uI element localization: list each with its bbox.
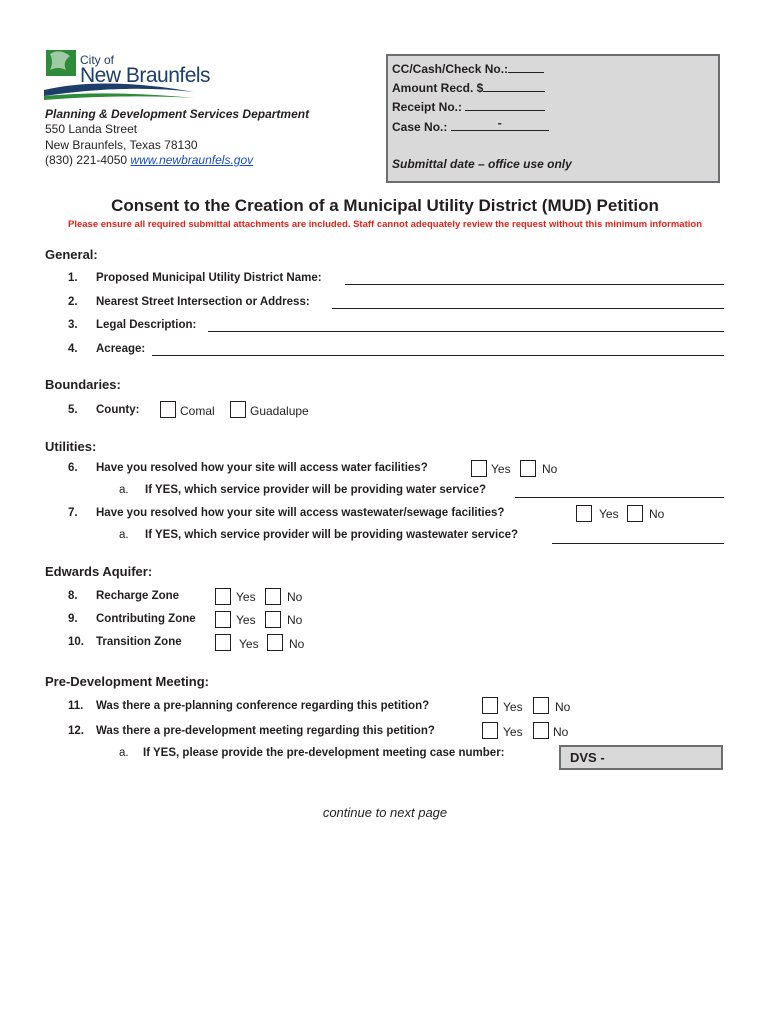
contact-line bbox=[45, 153, 253, 167]
aquifer-heading: Edwards Aquifer: bbox=[45, 564, 153, 579]
wastewater-provider-field[interactable] bbox=[552, 543, 724, 544]
contributing-no-label: No bbox=[287, 613, 303, 627]
requirements-notice: Please ensure all required submittal attachments are included. Staff cannot adequately review the request without this minimum information bbox=[68, 219, 702, 230]
item-2-number: 2. bbox=[68, 296, 78, 308]
wastewater-provider-label: If YES, which service provider will be providing wastewater service? bbox=[145, 529, 519, 541]
item-6a-letter: a. bbox=[119, 484, 129, 496]
logo-city-text: City of bbox=[80, 53, 115, 67]
case-number-row bbox=[392, 116, 549, 134]
acreage-field[interactable] bbox=[152, 355, 724, 356]
case-number-label: Case No.: bbox=[392, 120, 448, 134]
logo-name-text: New Braunfels bbox=[80, 64, 211, 87]
recharge-no-checkbox[interactable] bbox=[265, 588, 281, 605]
water-no-label: No bbox=[542, 462, 558, 476]
item-3-number: 3. bbox=[68, 319, 78, 331]
item-12a-letter: a. bbox=[119, 747, 129, 759]
item-9-number: 9. bbox=[68, 613, 78, 625]
wastewater-no-checkbox[interactable] bbox=[627, 505, 643, 522]
predev-heading: Pre-Development Meeting: bbox=[45, 674, 209, 689]
submittal-note: Submittal date – office use only bbox=[392, 157, 572, 171]
contributing-zone-label: Contributing Zone bbox=[96, 613, 196, 625]
general-heading: General: bbox=[45, 247, 98, 262]
pre-development-question: Was there a pre-development meeting regarding this petition? bbox=[96, 725, 435, 737]
item-5-number: 5. bbox=[68, 404, 78, 416]
pre-development-no-checkbox[interactable] bbox=[533, 722, 549, 739]
acreage-label: Acreage: bbox=[96, 343, 146, 355]
transition-zone-label: Transition Zone bbox=[96, 636, 182, 648]
amount-received-row bbox=[392, 80, 545, 95]
pre-planning-no-checkbox[interactable] bbox=[533, 697, 549, 714]
recharge-no-label: No bbox=[287, 590, 303, 604]
receipt-number-field[interactable] bbox=[465, 99, 545, 111]
dvs-prefix: DVS - bbox=[570, 750, 605, 765]
contributing-no-checkbox[interactable] bbox=[265, 611, 281, 628]
amount-received-label: Amount Recd. $ bbox=[392, 81, 484, 95]
recharge-yes-checkbox[interactable] bbox=[215, 588, 231, 605]
wastewater-no-label: No bbox=[649, 507, 665, 521]
item-4-number: 4. bbox=[68, 343, 78, 355]
water-question: Have you resolved how your site will access water facilities? bbox=[96, 462, 428, 474]
mud-name-field[interactable] bbox=[345, 284, 724, 285]
wastewater-yes-checkbox[interactable] bbox=[576, 505, 592, 522]
legal-description-field[interactable] bbox=[208, 331, 724, 332]
phone-number: (830) 221-4050 bbox=[45, 153, 128, 167]
item-7-number: 7. bbox=[68, 507, 78, 519]
item-12-number: 12. bbox=[68, 725, 84, 737]
transition-no-checkbox[interactable] bbox=[267, 634, 283, 651]
cc-cash-check-label: CC/Cash/Check No.: bbox=[392, 62, 509, 76]
amount-received-field[interactable] bbox=[483, 80, 545, 92]
item-7a-letter: a. bbox=[119, 529, 129, 541]
pre-planning-question: Was there a pre-planning conference regarding this petition? bbox=[96, 700, 430, 712]
pre-planning-yes-checkbox[interactable] bbox=[482, 697, 498, 714]
pre-development-yes-label: Yes bbox=[503, 725, 523, 739]
receipt-number-label: Receipt No.: bbox=[392, 100, 463, 114]
mud-name-label: Proposed Municipal Utility District Name: bbox=[96, 272, 322, 284]
case-number-field[interactable] bbox=[451, 116, 549, 131]
utilities-heading: Utilities: bbox=[45, 439, 97, 454]
wastewater-question: Have you resolved how your site will access wastewater/sewage facilities? bbox=[96, 507, 505, 519]
receipt-number-row bbox=[392, 99, 545, 114]
contributing-yes-label: Yes bbox=[236, 613, 256, 627]
item-11-number: 11. bbox=[68, 700, 84, 712]
dvs-case-number-field[interactable] bbox=[559, 745, 723, 770]
water-yes-checkbox[interactable] bbox=[471, 460, 487, 477]
transition-yes-checkbox[interactable] bbox=[215, 634, 231, 651]
case-number-question: If YES, please provide the pre-development meeting case number: bbox=[143, 747, 505, 759]
water-yes-label: Yes bbox=[491, 462, 511, 476]
recharge-zone-label: Recharge Zone bbox=[96, 590, 180, 602]
continue-note: continue to next page bbox=[322, 805, 448, 820]
recharge-yes-label: Yes bbox=[236, 590, 256, 604]
water-no-checkbox[interactable] bbox=[520, 460, 536, 477]
pre-planning-no-label: No bbox=[555, 700, 571, 714]
cc-cash-check-row bbox=[392, 61, 544, 76]
contributing-yes-checkbox[interactable] bbox=[215, 611, 231, 628]
county-label: County: bbox=[96, 404, 140, 416]
water-provider-field[interactable] bbox=[515, 497, 724, 498]
intersection-label: Nearest Street Intersection or Address: bbox=[96, 296, 310, 308]
form-title: Consent to the Creation of a Municipal Utility District (MUD) Petition bbox=[111, 196, 659, 215]
cc-cash-check-field[interactable] bbox=[508, 61, 544, 73]
item-10-number: 10. bbox=[68, 636, 84, 648]
wastewater-yes-label: Yes bbox=[599, 507, 619, 521]
intersection-field[interactable] bbox=[332, 308, 724, 309]
guadalupe-label: Guadalupe bbox=[250, 404, 309, 418]
item-6-number: 6. bbox=[68, 462, 78, 474]
boundaries-heading: Boundaries: bbox=[45, 377, 121, 392]
legal-description-label: Legal Description: bbox=[96, 319, 197, 331]
transition-yes-label: Yes bbox=[239, 637, 259, 651]
item-8-number: 8. bbox=[68, 590, 78, 602]
pre-planning-yes-label: Yes bbox=[503, 700, 523, 714]
website-link[interactable]: www.newbraunfels.gov bbox=[130, 153, 254, 167]
transition-no-label: No bbox=[289, 637, 305, 651]
pre-development-no-label: No bbox=[553, 725, 569, 739]
water-provider-label: If YES, which service provider will be providing water service? bbox=[145, 484, 487, 496]
guadalupe-checkbox[interactable] bbox=[230, 401, 246, 418]
comal-checkbox[interactable] bbox=[160, 401, 176, 418]
item-1-number: 1. bbox=[68, 272, 78, 284]
department-name: Planning & Development Services Department bbox=[45, 107, 310, 121]
case-number-separator: - bbox=[497, 116, 502, 130]
comal-label: Comal bbox=[180, 404, 215, 418]
pre-development-yes-checkbox[interactable] bbox=[482, 722, 498, 739]
street-address: 550 Landa Street bbox=[45, 122, 138, 136]
city-state-zip: New Braunfels, Texas 78130 bbox=[45, 138, 198, 152]
